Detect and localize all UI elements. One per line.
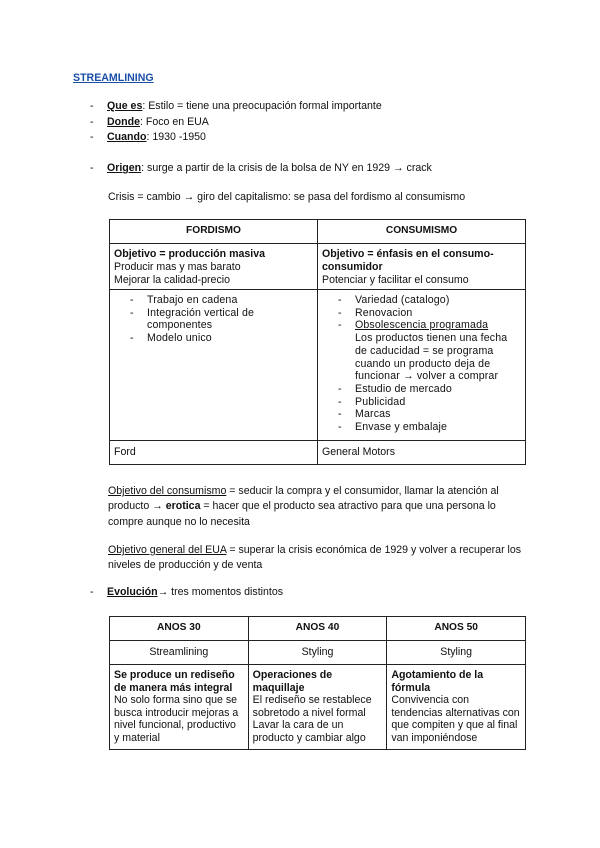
consumismo-list	[338, 294, 521, 332]
list-item: - Modelo unico	[130, 332, 212, 345]
consumismo-footer: General Motors	[318, 441, 526, 465]
style-anos-40: Styling	[248, 641, 387, 665]
fordismo-objective: Objetivo = producción masiva	[114, 248, 266, 260]
bullet-cuando	[90, 131, 382, 147]
evolucion-table	[109, 616, 526, 750]
list-item: - Envase y embalaje	[338, 421, 448, 434]
bullet-dash: -	[90, 115, 94, 128]
list-item: - Estudio de mercado	[338, 382, 452, 395]
fordismo-footer: Ford	[110, 441, 318, 465]
crisis-line: Crisis = cambio → giro del capitalismo: se pasa del fordismo al consumismo	[108, 191, 466, 203]
intro-bullets	[90, 100, 382, 147]
bullet-dash: -	[90, 131, 94, 143]
desc-anos-50: Agotamiento de la fórmula Convivencia con tendencias alternativas con que compiten y que al final van imponiéndose	[387, 665, 526, 750]
fordismo-objective-line: Producir mas y mas barato	[114, 260, 241, 273]
list-item: - Integración vertical de componentes	[130, 306, 255, 332]
consumismo-objective: Objetivo = énfasis en el consumo-consumidor	[322, 248, 494, 273]
document-title: STREAMLINING	[73, 72, 154, 84]
fordismo-objective-cell	[110, 244, 318, 290]
bullet-key: Donde	[107, 115, 140, 128]
fordismo-consumismo-table	[109, 219, 526, 465]
paragraph-objetivo-consumismo: Objetivo del consumismo = seducir la compra y el consumidor, llamar la atención al producto → erotica = hacer que el producto sea atractivo para que una persona lo compre aunque no lo necesita	[108, 485, 499, 528]
consumismo-objective-cell	[318, 244, 526, 290]
consumismo-list-cell	[318, 290, 526, 441]
list-item: - Trabajo en cadena	[130, 294, 238, 306]
bullet-evolucion	[90, 586, 283, 599]
bullet-origen	[90, 162, 432, 175]
fordismo-list	[130, 294, 313, 345]
consumismo-objective-line: Potenciar y facilitar el consumo	[322, 273, 469, 286]
fordismo-objective-line: Mejorar la calidad-precio	[114, 273, 230, 286]
bullet-dash: -	[90, 162, 94, 174]
bullet-text: : 1930 -1950	[146, 131, 206, 143]
desc-anos-40: Operaciones de maquillaje El rediseño se restablece sobretodo a nivel formal Lavar la cara de un producto y cambiar algo	[248, 665, 387, 750]
bullet-donde	[90, 116, 382, 132]
desc-anos-30: Se produce un rediseño de manera más integral No solo forma sino que se busca introducir mejoras a nivel funcional, productivo y material	[110, 665, 249, 750]
bullet-text: : Foco en EUA	[139, 115, 209, 128]
bullet-dash: -	[90, 586, 94, 598]
list-item: - Renovacion	[338, 306, 413, 319]
bullet-text: : surge a partir de la crisis de la bolsa de NY en 1929 → crack	[141, 162, 432, 174]
fordismo-list-cell	[110, 290, 318, 441]
bullet-que-es	[90, 100, 382, 116]
obsolescencia-note: Los productos tienen una fecha de caducidad = se programa cuando un producto deja de funcionar → volver a comprar	[355, 332, 508, 383]
list-item: - Publicidad	[338, 395, 406, 408]
bullet-key: Origen	[107, 162, 142, 174]
bullet-key: Cuando	[107, 131, 147, 143]
bullet-key: Que es	[107, 100, 143, 112]
bullet-key: Evolución	[107, 586, 158, 598]
header-consumismo: CONSUMISMO	[318, 220, 526, 244]
header-anos-30: ANOS 30	[110, 617, 249, 641]
bullet-dash: -	[90, 100, 94, 112]
header-anos-40: ANOS 40	[248, 617, 387, 641]
list-item: - Variedad (catalogo)	[338, 294, 450, 306]
list-item: - Obsolescencia programada	[338, 319, 489, 332]
style-anos-30: Streamlining	[110, 641, 249, 665]
style-anos-50: Styling	[387, 641, 526, 665]
consumismo-list-continued	[338, 383, 521, 434]
paragraph-objetivo-eua: Objetivo general del EUA = superar la crisis económica de 1929 y volver a recuperar los niveles de producción y de venta	[108, 544, 522, 572]
list-item: - Marcas	[338, 408, 391, 421]
bullet-text: : Estilo = tiene una preocupación formal importante	[142, 100, 382, 112]
header-anos-50: ANOS 50	[387, 617, 526, 641]
bullet-text: → tres momentos distintos	[157, 586, 284, 598]
header-fordismo: FORDISMO	[110, 220, 318, 244]
